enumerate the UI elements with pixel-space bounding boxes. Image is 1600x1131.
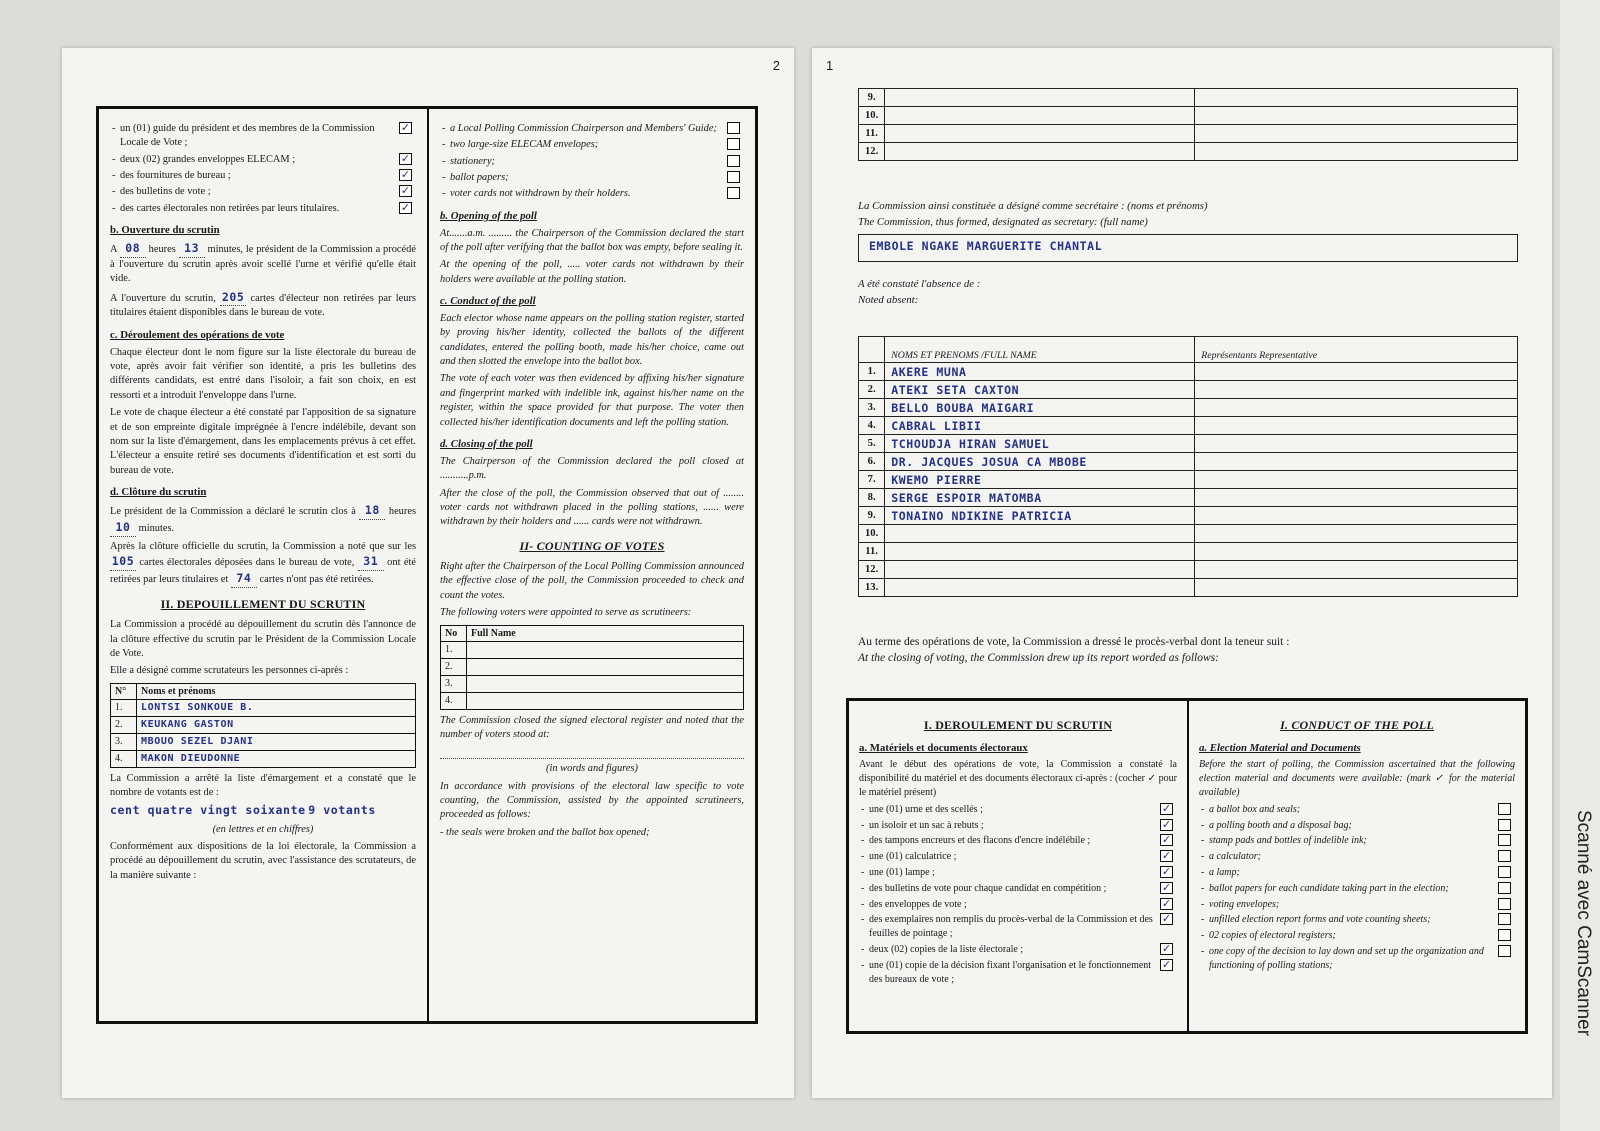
section-title-fr: I. DEROULEMENT DU SCRUTIN [923,718,1113,732]
list-item: - voting envelopes; [1201,898,1515,912]
section-title-en: I. CONDUCT OF THE POLL [1280,718,1434,732]
table-row: 7. KWEMO PIERRE [859,471,1518,489]
representatives-table [858,336,1518,597]
checkbox[interactable] [1498,803,1511,815]
absence-label-en: Noted absent: [858,294,919,306]
list-item: - un isoloir et un sac à rebuts ; ✓ [861,819,1177,833]
counting-paragraph-en: Right after the Chairperson of the Local Polling Commission announced the effective close of the poll, the Commission proceeded to check and count the votes. [440,561,744,601]
table-row: 8. SERGE ESPOIR MATOMBA [859,489,1518,507]
checkbox[interactable]: ✓ [400,121,411,134]
list-item: - deux (02) grandes enveloppes ELECAM ; ✓ [112,153,416,167]
conduct-paragraph-en: Each elector whose name appears on the polling station register, started by proving his/her identity, collected the ballots of the different candidates, entered the polling booth, made his/her choice, came out and then slotted the envelope into the ballot box. [440,313,744,368]
secretary-label-en: The Commission, thus formed, designated as secretary: (full name) [858,216,1148,228]
checkbox[interactable] [1498,913,1511,925]
conduct-title-fr: c. Déroulement des opérations de vote [110,328,285,341]
checkbox[interactable] [1498,850,1511,862]
checkbox[interactable]: ✓ [400,151,411,165]
opening-material-list-fr [112,122,416,216]
list-item: - un (01) guide du président et des membres de la Commission Locale de Vote ; ✓ [112,122,416,151]
counting-procedure-paragraph-fr: Conformément aux dispositions de la loi électorale, la Commission a procédé au dépouillement du scrutin, avec l'assistance des scrutateurs, de la manière suivante : [110,841,416,881]
list-item: - des exemplaires non remplis du procès-verbal de la Commission et des feuilles de pointage ; ✓ [861,913,1177,941]
table-row: 11. [859,125,1518,143]
closing-cards-count: 105 [110,554,136,571]
checkbox[interactable] [727,187,740,199]
list-item: - ballot papers for each candidate taking part in the election; [1201,882,1515,896]
procedure-frame [96,106,758,1024]
table-header-row: No Full Name [441,625,744,642]
page-number: 2 [772,58,780,73]
list-item: - a Local Polling Commission Chairperson and Members' Guide; [442,122,744,136]
scrutineers-table-en [440,625,744,710]
opening-paragraph-fr: A 08 heures 13 minutes, le président de la Commission a procédé à l'ouverture du scrutin après avoir scellé l'urne et vérifié qu'elle était vide. [110,241,416,285]
closing-paragraph-fr: Le président de la Commission a déclaré le scrutin clos à 18 heures 10 minutes. [110,503,416,537]
list-item: - stationery; [442,155,744,169]
opening-minutes: 13 [179,241,205,258]
opening-hour: 08 [120,241,146,258]
table-row: 4. CABRAL LIBII [859,417,1518,435]
list-item: - des fournitures de bureau ; ✓ [112,169,416,183]
material-list-en [1201,803,1515,973]
checkbox[interactable] [727,171,740,183]
closing-hour: 18 [359,503,385,520]
checkbox[interactable]: ✓ [1161,912,1172,926]
checkbox[interactable]: ✓ [1161,896,1172,910]
checkbox[interactable]: ✓ [1161,957,1172,971]
secretary-section [858,196,1518,310]
table-row: 13. [859,579,1518,597]
checkbox[interactable] [1498,866,1511,878]
voters-paragraph-fr: La Commission a arrêté la liste d'émargement et a constaté que le nombre de votants est de : [110,772,416,798]
absence-label-fr: A été constaté l'absence de : [858,278,981,290]
checkbox[interactable] [1498,819,1511,831]
right-page [812,48,1552,1098]
counting-paragraph-fr: La Commission a procédé au dépouillement du scrutin dès l'annonce de la clôture effective du scrutin par le Président de la Commission Locale de Vote. [110,619,416,659]
secretary-label-fr: La Commission ainsi constituée a désigné comme secrétaire : (noms et prénoms) [858,200,1208,212]
conduct-french-column [849,701,1187,1031]
opening-cards-count: 205 [220,290,246,307]
table-row: 9. TONAINO NDIKINE PATRICIA [859,507,1518,525]
members-top-table [858,88,1518,161]
secretary-name: EMBOLE NGAKE MARGUERITE CHANTAL [858,234,1518,262]
list-item: - a lamp; [1201,866,1515,880]
scanner-watermark: Scanné avec CamScanner [1573,810,1594,1037]
voters-count-words: cent quatre vingt soixante [110,803,306,818]
checkbox[interactable]: ✓ [400,168,411,182]
checkbox[interactable]: ✓ [400,200,411,214]
list-item: - ballot papers; [442,171,744,185]
list-item: - des bulletins de vote pour chaque candidat en compétition ; ✓ [861,882,1177,896]
table-row: 1. [441,642,744,659]
conduct-frame [846,698,1528,1034]
checkbox[interactable] [1498,929,1511,941]
list-item: - deux (02) copies de la liste électorale ; ✓ [861,943,1177,957]
counting-procedure-paragraph-en: In accordance with provisions of the electoral law specific to vote counting, the Commission, assisted by the appointed scrutineers, proceeded as follows: [440,780,744,821]
table-row: 2. [441,659,744,676]
table-row: 10. [859,525,1518,543]
table-row: 4. [441,692,744,709]
closing-title-en: d. Closing of the poll [440,437,533,450]
list-item: - voter cards not withdrawn by their holders. [442,187,744,201]
scrutineers-table-fr [110,683,416,768]
not-withdrawn-cards-count: 74 [231,571,257,588]
table-row: 3. BELLO BOUBA MAIGARI [859,399,1518,417]
checkbox[interactable]: ✓ [1161,817,1172,831]
list-item: - stamp pads and bottles of indelible ink; [1201,834,1515,848]
checkbox[interactable] [1498,945,1511,957]
counting-paragraph-fr-2: Elle a désigné comme scrutateurs les personnes ci-après : [110,665,349,677]
list-item: - a ballot box and seals; [1201,803,1515,817]
conduct-paragraph-fr-2: Le vote de chaque électeur a été constaté par l'apposition de sa signature et de son empreinte digitale imprégnée à l'encre indélébile, devant son nom sur la liste d'émargement, dans les emplacements prévus à cet effet. L'électeur a ensuite retiré ses documents d'identification et est sorti du bureau de vote. [110,407,416,476]
list-item: - des tampons encreurs et des flacons d'encre indélébile ; ✓ [861,834,1177,848]
table-row: 11. [859,543,1518,561]
list-item: - a polling booth and a disposal bag; [1201,819,1515,833]
list-item: - one copy of the decision to lay down and set up the organization and functioning of polling stations; [1201,945,1515,973]
closing-cards-paragraph-fr: Après la clôture officielle du scrutin, la Commission a noté que sur les 105 cartes électorales déposées dans le bureau de vote, 31 ont été retirées par leurs titulaires et 74 cartes n'ont pas été retirées. [110,540,416,588]
opening-paragraph-en: At.......a.m. ......... the Chairperson of the Commission declared the start of the poll after verifying that the ballot box was empty, before sealing it. [440,227,744,254]
list-item: - une (01) urne et des scellés ; ✓ [861,803,1177,817]
checkbox[interactable] [727,138,740,150]
voters-count-line [110,803,416,819]
table-row: 2. KEUKANG GASTON [111,717,416,734]
report-intro-fr: Au terme des opérations de vote, la Commission a dressé le procès-verbal dont la teneur suit : [858,636,1290,648]
conduct-english-column [1187,701,1525,1031]
opening-title-en: b. Opening of the poll [440,209,537,222]
table-header-row: N° Noms et prénoms [111,683,416,700]
checkbox[interactable]: ✓ [1161,833,1172,847]
list-item: - two large-size ELECAM envelopes; [442,138,744,152]
list-item: - une (01) copie de la décision fixant l'organisation et le fonctionnement des bureaux de vote ; ✓ [861,959,1177,987]
table-row: 3. MBOUO SEZEL DJANI [111,734,416,751]
checkbox[interactable] [1498,882,1511,894]
checkbox[interactable]: ✓ [1161,865,1172,879]
voters-count-figure: 9 votants [308,803,376,818]
material-title-en: a. Election Material and Documents [1199,741,1361,754]
material-title-fr: a. Matériels et documents électoraux [859,741,1028,754]
table-row: 4. MAKON DIEUDONNE [111,750,416,767]
list-item: - 02 copies of electoral registers; [1201,929,1515,943]
closing-minutes: 10 [110,520,136,537]
closing-title-fr: d. Clôture du scrutin [110,485,207,498]
conduct-title-en: c. Conduct of the poll [440,295,536,308]
list-item: - unfilled election report forms and vote counting sheets; [1201,913,1515,927]
opening-cards-paragraph-fr: A l'ouverture du scrutin, 205 cartes d'électeur non retirées par leurs titulaires étaient disponibles dans le bureau de vote. [110,289,416,319]
voters-paragraph-en: The Commission closed the signed electoral register and noted that the number of voters stood at: [440,714,744,740]
words-figures-note-en: (in words and figures) [546,763,638,775]
table-row: 2. ATEKI SETA CAXTON [859,381,1518,399]
table-header-row: NOMS ET PRENOMS /FULL NAME Représentants Representative [859,337,1518,363]
voters-count-field-en[interactable] [440,745,744,759]
material-intro-en: Before the start of polling, the Commission ascertained that the following election material and documents were available: (mark ✓ for the material available) [1199,759,1515,799]
conduct-paragraph-en-2: The vote of each voter was then evidenced by affixing his/her signature and fingerprint marked with indelible ink, against his/her name on the register, within the space provided for that purpose. The voter then collected his/her identification documents and left the polling station. [440,373,744,428]
closing-paragraph-en-2: After the close of the poll, the Commission observed that out of ........ voter cards not withdrawn placed in the polling stations, ...... were withdrawn by their holders and ...... cards were not withdrawn. [440,487,744,528]
list-item: - des bulletins de vote ; ✓ [112,185,416,199]
report-intro-en: At the closing of voting, the Commission drew up its report worded as follows: [858,652,1219,665]
table-row: 3. [441,675,744,692]
table-row: 5. TCHOUDJA HIRAN SAMUEL [859,435,1518,453]
opening-material-list-en [442,122,744,202]
checkbox[interactable]: ✓ [1161,849,1172,863]
withdrawn-cards-count: 31 [358,554,384,571]
english-column [427,109,755,1021]
table-row: 6. DR. JACQUES JOSUA CA MBOBE [859,453,1518,471]
table-row: 10. [859,107,1518,125]
list-item: - des enveloppes de vote ; ✓ [861,898,1177,912]
checkbox[interactable]: ✓ [400,184,411,198]
counting-title-fr: II. DEPOUILLEMENT DU SCRUTIN [160,596,366,611]
checkbox[interactable] [1498,898,1511,910]
table-row: 12. [859,143,1518,161]
list-item: - une (01) lampe ; ✓ [861,866,1177,880]
opening-title-fr: b. Ouverture du scrutin [110,224,220,237]
left-page [62,48,794,1098]
words-figures-note-fr: (en lettres et en chiffres) [212,823,314,835]
checkbox[interactable]: ✓ [1161,801,1172,815]
checkbox[interactable]: ✓ [1161,942,1172,955]
material-list-fr [861,803,1177,987]
checkbox[interactable] [727,122,740,134]
closing-paragraph-en: The Chairperson of the Commission declared the poll closed at ...........p.m. [440,455,744,482]
table-row: 12. [859,561,1518,579]
checkbox[interactable] [1498,834,1511,846]
table-row: 1. LONTSI SONKOUE B. [111,700,416,717]
conduct-paragraph-fr: Chaque électeur dont le nom figure sur la liste électorale du bureau de vote, après avoir fait vérifier son identité, a pris les bulletins des différents candidats, est entré dans l'isoloir, a fait son choix, en est ressorti et a introduit l'enveloppe dans l'urne. [110,346,416,401]
opening-paragraph-en-2: At the opening of the poll, ..... voter cards not withdrawn by their holders were available at the polling station. [440,259,744,285]
checkbox[interactable]: ✓ [1161,880,1172,894]
french-column [99,109,427,1021]
list-item: - une (01) calculatrice ; ✓ [861,850,1177,864]
counting-title-en: II- COUNTING OF VOTES [519,538,665,553]
page-number: 1 [826,58,834,73]
report-intro [858,634,1518,666]
counting-paragraph-en-2: The following voters were appointed to serve as scrutineers: [440,607,692,619]
material-intro-fr: Avant le début des opérations de vote, la Commission a constaté la disponibilité du matériel et des documents électoraux ci-après : (cocher ✓ pour le matériel présent) [859,759,1177,799]
list-item: - a calculator; [1201,850,1515,864]
list-item: - des cartes électorales non retirées par leurs titulaires. ✓ [112,202,416,216]
seals-broken-line: - the seals were broken and the ballot box opened; [440,826,650,838]
table-row: 1. AKERE MUNA [859,363,1518,381]
table-row: 9. [859,89,1518,107]
checkbox[interactable] [727,155,740,167]
